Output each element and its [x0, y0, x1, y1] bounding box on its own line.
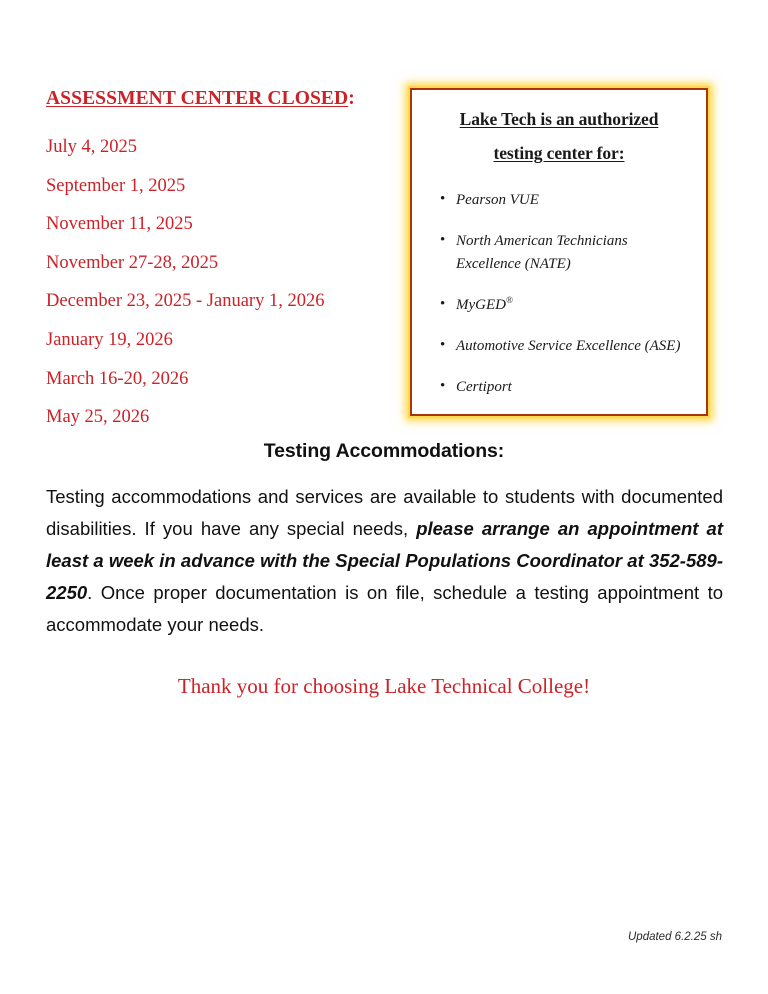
testing-accommodations-body [46, 481, 723, 641]
accommodations-text-part1: Testing accommodations and services are available to students with documented disabilities. If you have any special needs, [46, 486, 723, 539]
vendor-label: Certiport [456, 379, 512, 395]
bullet-icon: • [440, 191, 446, 207]
closure-date-item: November 27-28, 2025 [46, 252, 219, 273]
closure-date-item: November 11, 2025 [46, 214, 193, 235]
bullet-icon: • [440, 337, 446, 353]
registered-trademark-icon: ® [505, 295, 513, 305]
accommodations-emphasis: please arrange an appointment at least a week in advance with the Special Populations Coordinator at 352-589-2250 [46, 518, 723, 603]
closure-date-item: January 19, 2026 [46, 329, 173, 350]
assessment-closures-section [46, 88, 391, 437]
testing-accommodations-heading: Testing Accommodations: [263, 440, 505, 462]
list-item [440, 189, 696, 212]
list-item [440, 294, 696, 317]
bullet-icon: • [440, 378, 446, 394]
bullet-icon: • [440, 232, 446, 248]
authorized-box-heading-line1: Lake Tech is an authorized [459, 109, 659, 129]
closure-date-item: May 25, 2026 [46, 407, 150, 428]
list-item [440, 230, 696, 276]
assessment-closures-heading [46, 88, 391, 110]
closure-date-item: September 1, 2025 [46, 175, 186, 196]
list-item [440, 376, 696, 399]
vendor-label: North American Technicians Excellence (NATE) [456, 233, 628, 272]
vendor-label: MyGED [456, 297, 506, 313]
authorized-vendor-list [412, 189, 706, 399]
authorized-box-heading-line2: testing center for: [493, 143, 625, 163]
closure-date-item: March 16-20, 2026 [46, 368, 189, 389]
vendor-label: Automotive Service Excellence (ASE) [456, 338, 681, 354]
authorized-testing-center-box [410, 88, 708, 416]
assessment-closures-heading-text: ASSESSMENT CENTER CLOSED [46, 88, 349, 109]
bullet-icon: • [440, 296, 446, 312]
authorized-box-heading [412, 102, 706, 170]
assessment-closures-heading-colon: : [348, 88, 355, 109]
updated-footer: Updated 6.2.25 sh [628, 931, 722, 943]
closure-date-item: December 23, 2025 - January 1, 2026 [46, 291, 325, 312]
list-item [440, 335, 696, 358]
thank-you-message: Thank you for choosing Lake Technical College! [177, 674, 591, 698]
closure-date-item: July 4, 2025 [46, 137, 137, 157]
accommodations-text-part2: . Once proper documentation is on file, schedule a testing appointment to accommodate your needs. [46, 582, 723, 635]
vendor-label: Pearson VUE [456, 192, 539, 208]
